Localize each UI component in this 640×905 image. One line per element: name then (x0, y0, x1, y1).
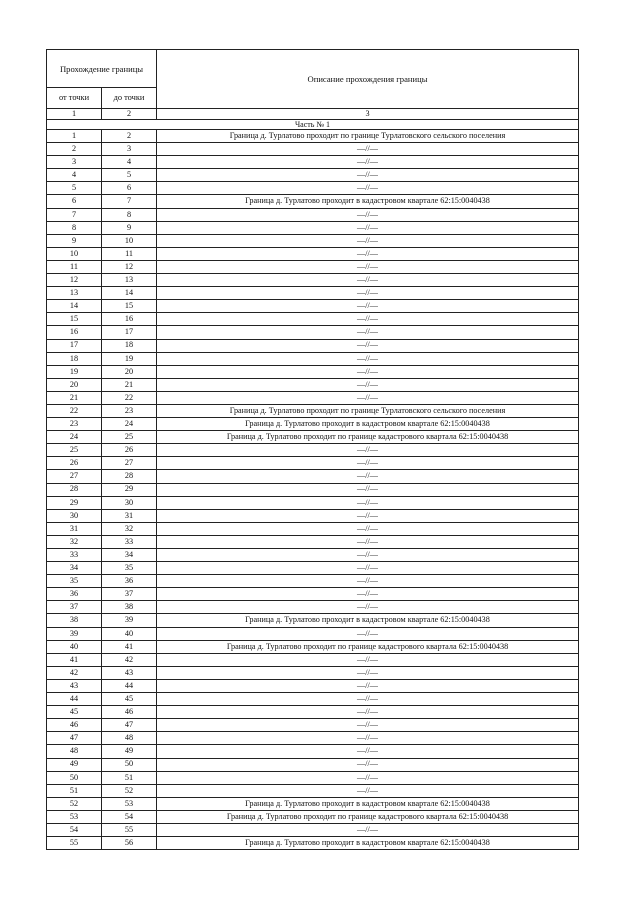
from-point-cell: 5 (47, 182, 102, 195)
description-cell: —//— (157, 745, 579, 758)
from-point-cell: 11 (47, 260, 102, 273)
table-row (47, 391, 579, 404)
table-row (47, 693, 579, 706)
table-row (47, 666, 579, 679)
to-point-cell: 33 (102, 535, 157, 548)
from-point-cell: 46 (47, 719, 102, 732)
table-row (47, 444, 579, 457)
to-point-cell: 9 (102, 221, 157, 234)
description-cell: —//— (157, 208, 579, 221)
from-point-cell: 35 (47, 575, 102, 588)
to-point-cell: 6 (102, 182, 157, 195)
description-cell: —//— (157, 771, 579, 784)
to-point-cell: 11 (102, 247, 157, 260)
from-point-cell: 4 (47, 169, 102, 182)
from-point-cell: 42 (47, 666, 102, 679)
table-row (47, 483, 579, 496)
description-cell: —//— (157, 470, 579, 483)
to-point-cell: 51 (102, 771, 157, 784)
from-point-cell: 18 (47, 352, 102, 365)
from-point-cell: 13 (47, 287, 102, 300)
table-row (47, 496, 579, 509)
from-point-cell: 34 (47, 562, 102, 575)
table-row (47, 771, 579, 784)
description-cell: —//— (157, 260, 579, 273)
table-row (47, 274, 579, 287)
description-cell: —//— (157, 732, 579, 745)
column-number-3: 3 (157, 109, 579, 120)
from-point-cell: 2 (47, 143, 102, 156)
description-cell: —//— (157, 601, 579, 614)
table-row (47, 706, 579, 719)
to-point-cell: 21 (102, 378, 157, 391)
table-row (47, 404, 579, 417)
from-point-cell: 36 (47, 588, 102, 601)
from-point-cell: 38 (47, 614, 102, 627)
from-point-cell: 8 (47, 221, 102, 234)
to-point-cell: 7 (102, 195, 157, 208)
from-point-cell: 19 (47, 365, 102, 378)
to-point-cell: 42 (102, 653, 157, 666)
description-cell: Граница д. Турлатово проходит по границе Турлатовского сельского поселения (157, 130, 579, 143)
to-point-cell: 28 (102, 470, 157, 483)
table-row (47, 522, 579, 535)
description-cell: —//— (157, 535, 579, 548)
description-cell: —//— (157, 234, 579, 247)
description-cell: —//— (157, 326, 579, 339)
to-point-cell: 31 (102, 509, 157, 522)
table-row (47, 535, 579, 548)
from-point-cell: 27 (47, 470, 102, 483)
header-from-point: от точки (47, 88, 102, 109)
to-point-cell: 23 (102, 404, 157, 417)
from-point-cell: 28 (47, 483, 102, 496)
from-point-cell: 40 (47, 640, 102, 653)
to-point-cell: 50 (102, 758, 157, 771)
description-cell: —//— (157, 300, 579, 313)
description-cell: —//— (157, 719, 579, 732)
table-row (47, 208, 579, 221)
from-point-cell: 1 (47, 130, 102, 143)
description-cell: —//— (157, 156, 579, 169)
from-point-cell: 49 (47, 758, 102, 771)
to-point-cell: 52 (102, 784, 157, 797)
description-cell: —//— (157, 169, 579, 182)
description-cell: —//— (157, 182, 579, 195)
from-point-cell: 3 (47, 156, 102, 169)
part-row (47, 120, 579, 130)
to-point-cell: 56 (102, 837, 157, 850)
to-point-cell: 12 (102, 260, 157, 273)
description-cell: —//— (157, 549, 579, 562)
description-cell: —//— (157, 287, 579, 300)
from-point-cell: 20 (47, 378, 102, 391)
table-row (47, 431, 579, 444)
from-point-cell: 37 (47, 601, 102, 614)
table-row (47, 156, 579, 169)
table-row (47, 562, 579, 575)
from-point-cell: 25 (47, 444, 102, 457)
to-point-cell: 34 (102, 549, 157, 562)
to-point-cell: 43 (102, 666, 157, 679)
table-row (47, 745, 579, 758)
to-point-cell: 15 (102, 300, 157, 313)
header-row-group (47, 50, 579, 88)
table-row (47, 352, 579, 365)
from-point-cell: 54 (47, 823, 102, 836)
table-row (47, 509, 579, 522)
to-point-cell: 55 (102, 823, 157, 836)
description-cell: Граница д. Турлатово проходит по границе кадастрового квартала 62:15:0040438 (157, 640, 579, 653)
to-point-cell: 36 (102, 575, 157, 588)
table-row (47, 313, 579, 326)
description-cell: Граница д. Турлатово проходит в кадастровом квартале 62:15:0040438 (157, 797, 579, 810)
to-point-cell: 16 (102, 313, 157, 326)
from-point-cell: 23 (47, 418, 102, 431)
to-point-cell: 2 (102, 130, 157, 143)
to-point-cell: 29 (102, 483, 157, 496)
table-row (47, 653, 579, 666)
from-point-cell: 55 (47, 837, 102, 850)
table-row (47, 326, 579, 339)
from-point-cell: 12 (47, 274, 102, 287)
description-cell: —//— (157, 653, 579, 666)
table-row (47, 549, 579, 562)
to-point-cell: 46 (102, 706, 157, 719)
table-row (47, 797, 579, 810)
description-cell: —//— (157, 391, 579, 404)
to-point-cell: 3 (102, 143, 157, 156)
table-row (47, 339, 579, 352)
to-point-cell: 25 (102, 431, 157, 444)
description-cell: —//— (157, 784, 579, 797)
to-point-cell: 45 (102, 693, 157, 706)
description-cell: Граница д. Турлатово проходит в кадастровом квартале 62:15:0040438 (157, 418, 579, 431)
description-cell: —//— (157, 143, 579, 156)
from-point-cell: 48 (47, 745, 102, 758)
from-point-cell: 45 (47, 706, 102, 719)
part-title: Часть № 1 (47, 120, 579, 130)
description-cell: Граница д. Турлатово проходит в кадастровом квартале 62:15:0040438 (157, 837, 579, 850)
description-cell: —//— (157, 339, 579, 352)
table-row (47, 260, 579, 273)
table-row (47, 221, 579, 234)
description-cell: —//— (157, 679, 579, 692)
table-row (47, 614, 579, 627)
description-cell: —//— (157, 483, 579, 496)
to-point-cell: 26 (102, 444, 157, 457)
from-point-cell: 43 (47, 679, 102, 692)
header-boundary-passage: Прохождение границы (47, 50, 157, 88)
table-row (47, 169, 579, 182)
to-point-cell: 44 (102, 679, 157, 692)
table-row (47, 365, 579, 378)
description-cell: —//— (157, 378, 579, 391)
description-cell: —//— (157, 274, 579, 287)
table-row (47, 418, 579, 431)
from-point-cell: 14 (47, 300, 102, 313)
from-point-cell: 15 (47, 313, 102, 326)
table-row (47, 247, 579, 260)
to-point-cell: 13 (102, 274, 157, 287)
from-point-cell: 22 (47, 404, 102, 417)
table-row (47, 130, 579, 143)
to-point-cell: 27 (102, 457, 157, 470)
from-point-cell: 26 (47, 457, 102, 470)
to-point-cell: 10 (102, 234, 157, 247)
description-cell: —//— (157, 457, 579, 470)
table-row (47, 470, 579, 483)
to-point-cell: 17 (102, 326, 157, 339)
to-point-cell: 37 (102, 588, 157, 601)
from-point-cell: 9 (47, 234, 102, 247)
to-point-cell: 38 (102, 601, 157, 614)
from-point-cell: 39 (47, 627, 102, 640)
table-row (47, 300, 579, 313)
table-row (47, 732, 579, 745)
to-point-cell: 41 (102, 640, 157, 653)
description-cell: —//— (157, 627, 579, 640)
description-cell: —//— (157, 496, 579, 509)
from-point-cell: 47 (47, 732, 102, 745)
table-row (47, 640, 579, 653)
description-cell: —//— (157, 352, 579, 365)
description-cell: —//— (157, 666, 579, 679)
table-row (47, 837, 579, 850)
to-point-cell: 49 (102, 745, 157, 758)
description-cell: —//— (157, 522, 579, 535)
to-point-cell: 48 (102, 732, 157, 745)
to-point-cell: 24 (102, 418, 157, 431)
boundary-description-table (46, 49, 579, 850)
description-cell: —//— (157, 509, 579, 522)
to-point-cell: 4 (102, 156, 157, 169)
to-point-cell: 30 (102, 496, 157, 509)
description-cell: Граница д. Турлатово проходит по границе кадастрового квартала 62:15:0040438 (157, 431, 579, 444)
from-point-cell: 6 (47, 195, 102, 208)
description-cell: Граница д. Турлатово проходит по границе Турлатовского сельского поселения (157, 404, 579, 417)
table-row (47, 679, 579, 692)
table-row (47, 457, 579, 470)
from-point-cell: 31 (47, 522, 102, 535)
description-cell: —//— (157, 706, 579, 719)
from-point-cell: 44 (47, 693, 102, 706)
to-point-cell: 47 (102, 719, 157, 732)
column-number-2: 2 (102, 109, 157, 120)
from-point-cell: 51 (47, 784, 102, 797)
table-row (47, 143, 579, 156)
description-cell: —//— (157, 444, 579, 457)
from-point-cell: 17 (47, 339, 102, 352)
from-point-cell: 33 (47, 549, 102, 562)
description-cell: —//— (157, 588, 579, 601)
to-point-cell: 5 (102, 169, 157, 182)
from-point-cell: 52 (47, 797, 102, 810)
table-row (47, 588, 579, 601)
table-row (47, 810, 579, 823)
to-point-cell: 18 (102, 339, 157, 352)
from-point-cell: 30 (47, 509, 102, 522)
header-to-point: до точки (102, 88, 157, 109)
from-point-cell: 16 (47, 326, 102, 339)
to-point-cell: 35 (102, 562, 157, 575)
to-point-cell: 39 (102, 614, 157, 627)
description-cell: —//— (157, 365, 579, 378)
from-point-cell: 41 (47, 653, 102, 666)
to-point-cell: 19 (102, 352, 157, 365)
to-point-cell: 8 (102, 208, 157, 221)
table-row (47, 234, 579, 247)
description-cell: —//— (157, 575, 579, 588)
description-cell: —//— (157, 823, 579, 836)
table-row (47, 378, 579, 391)
to-point-cell: 54 (102, 810, 157, 823)
table-row (47, 758, 579, 771)
from-point-cell: 7 (47, 208, 102, 221)
table-row (47, 719, 579, 732)
table-row (47, 287, 579, 300)
from-point-cell: 29 (47, 496, 102, 509)
column-number-1: 1 (47, 109, 102, 120)
from-point-cell: 50 (47, 771, 102, 784)
table-row (47, 823, 579, 836)
description-cell: —//— (157, 758, 579, 771)
table-row (47, 182, 579, 195)
description-cell: —//— (157, 221, 579, 234)
description-cell: —//— (157, 562, 579, 575)
from-point-cell: 21 (47, 391, 102, 404)
to-point-cell: 20 (102, 365, 157, 378)
to-point-cell: 53 (102, 797, 157, 810)
description-cell: —//— (157, 313, 579, 326)
table-row (47, 601, 579, 614)
from-point-cell: 32 (47, 535, 102, 548)
header-row-numbers (47, 109, 579, 120)
to-point-cell: 14 (102, 287, 157, 300)
to-point-cell: 22 (102, 391, 157, 404)
description-cell: —//— (157, 693, 579, 706)
table-row (47, 195, 579, 208)
table-row (47, 784, 579, 797)
table-row (47, 575, 579, 588)
description-cell: Граница д. Турлатово проходит в кадастровом квартале 62:15:0040438 (157, 614, 579, 627)
from-point-cell: 10 (47, 247, 102, 260)
description-cell: Граница д. Турлатово проходит по границе кадастрового квартала 62:15:0040438 (157, 810, 579, 823)
from-point-cell: 53 (47, 810, 102, 823)
to-point-cell: 40 (102, 627, 157, 640)
description-cell: —//— (157, 247, 579, 260)
to-point-cell: 32 (102, 522, 157, 535)
description-cell: Граница д. Турлатово проходит в кадастровом квартале 62:15:0040438 (157, 195, 579, 208)
header-boundary-description: Описание прохождения границы (157, 50, 579, 109)
table-row (47, 627, 579, 640)
from-point-cell: 24 (47, 431, 102, 444)
